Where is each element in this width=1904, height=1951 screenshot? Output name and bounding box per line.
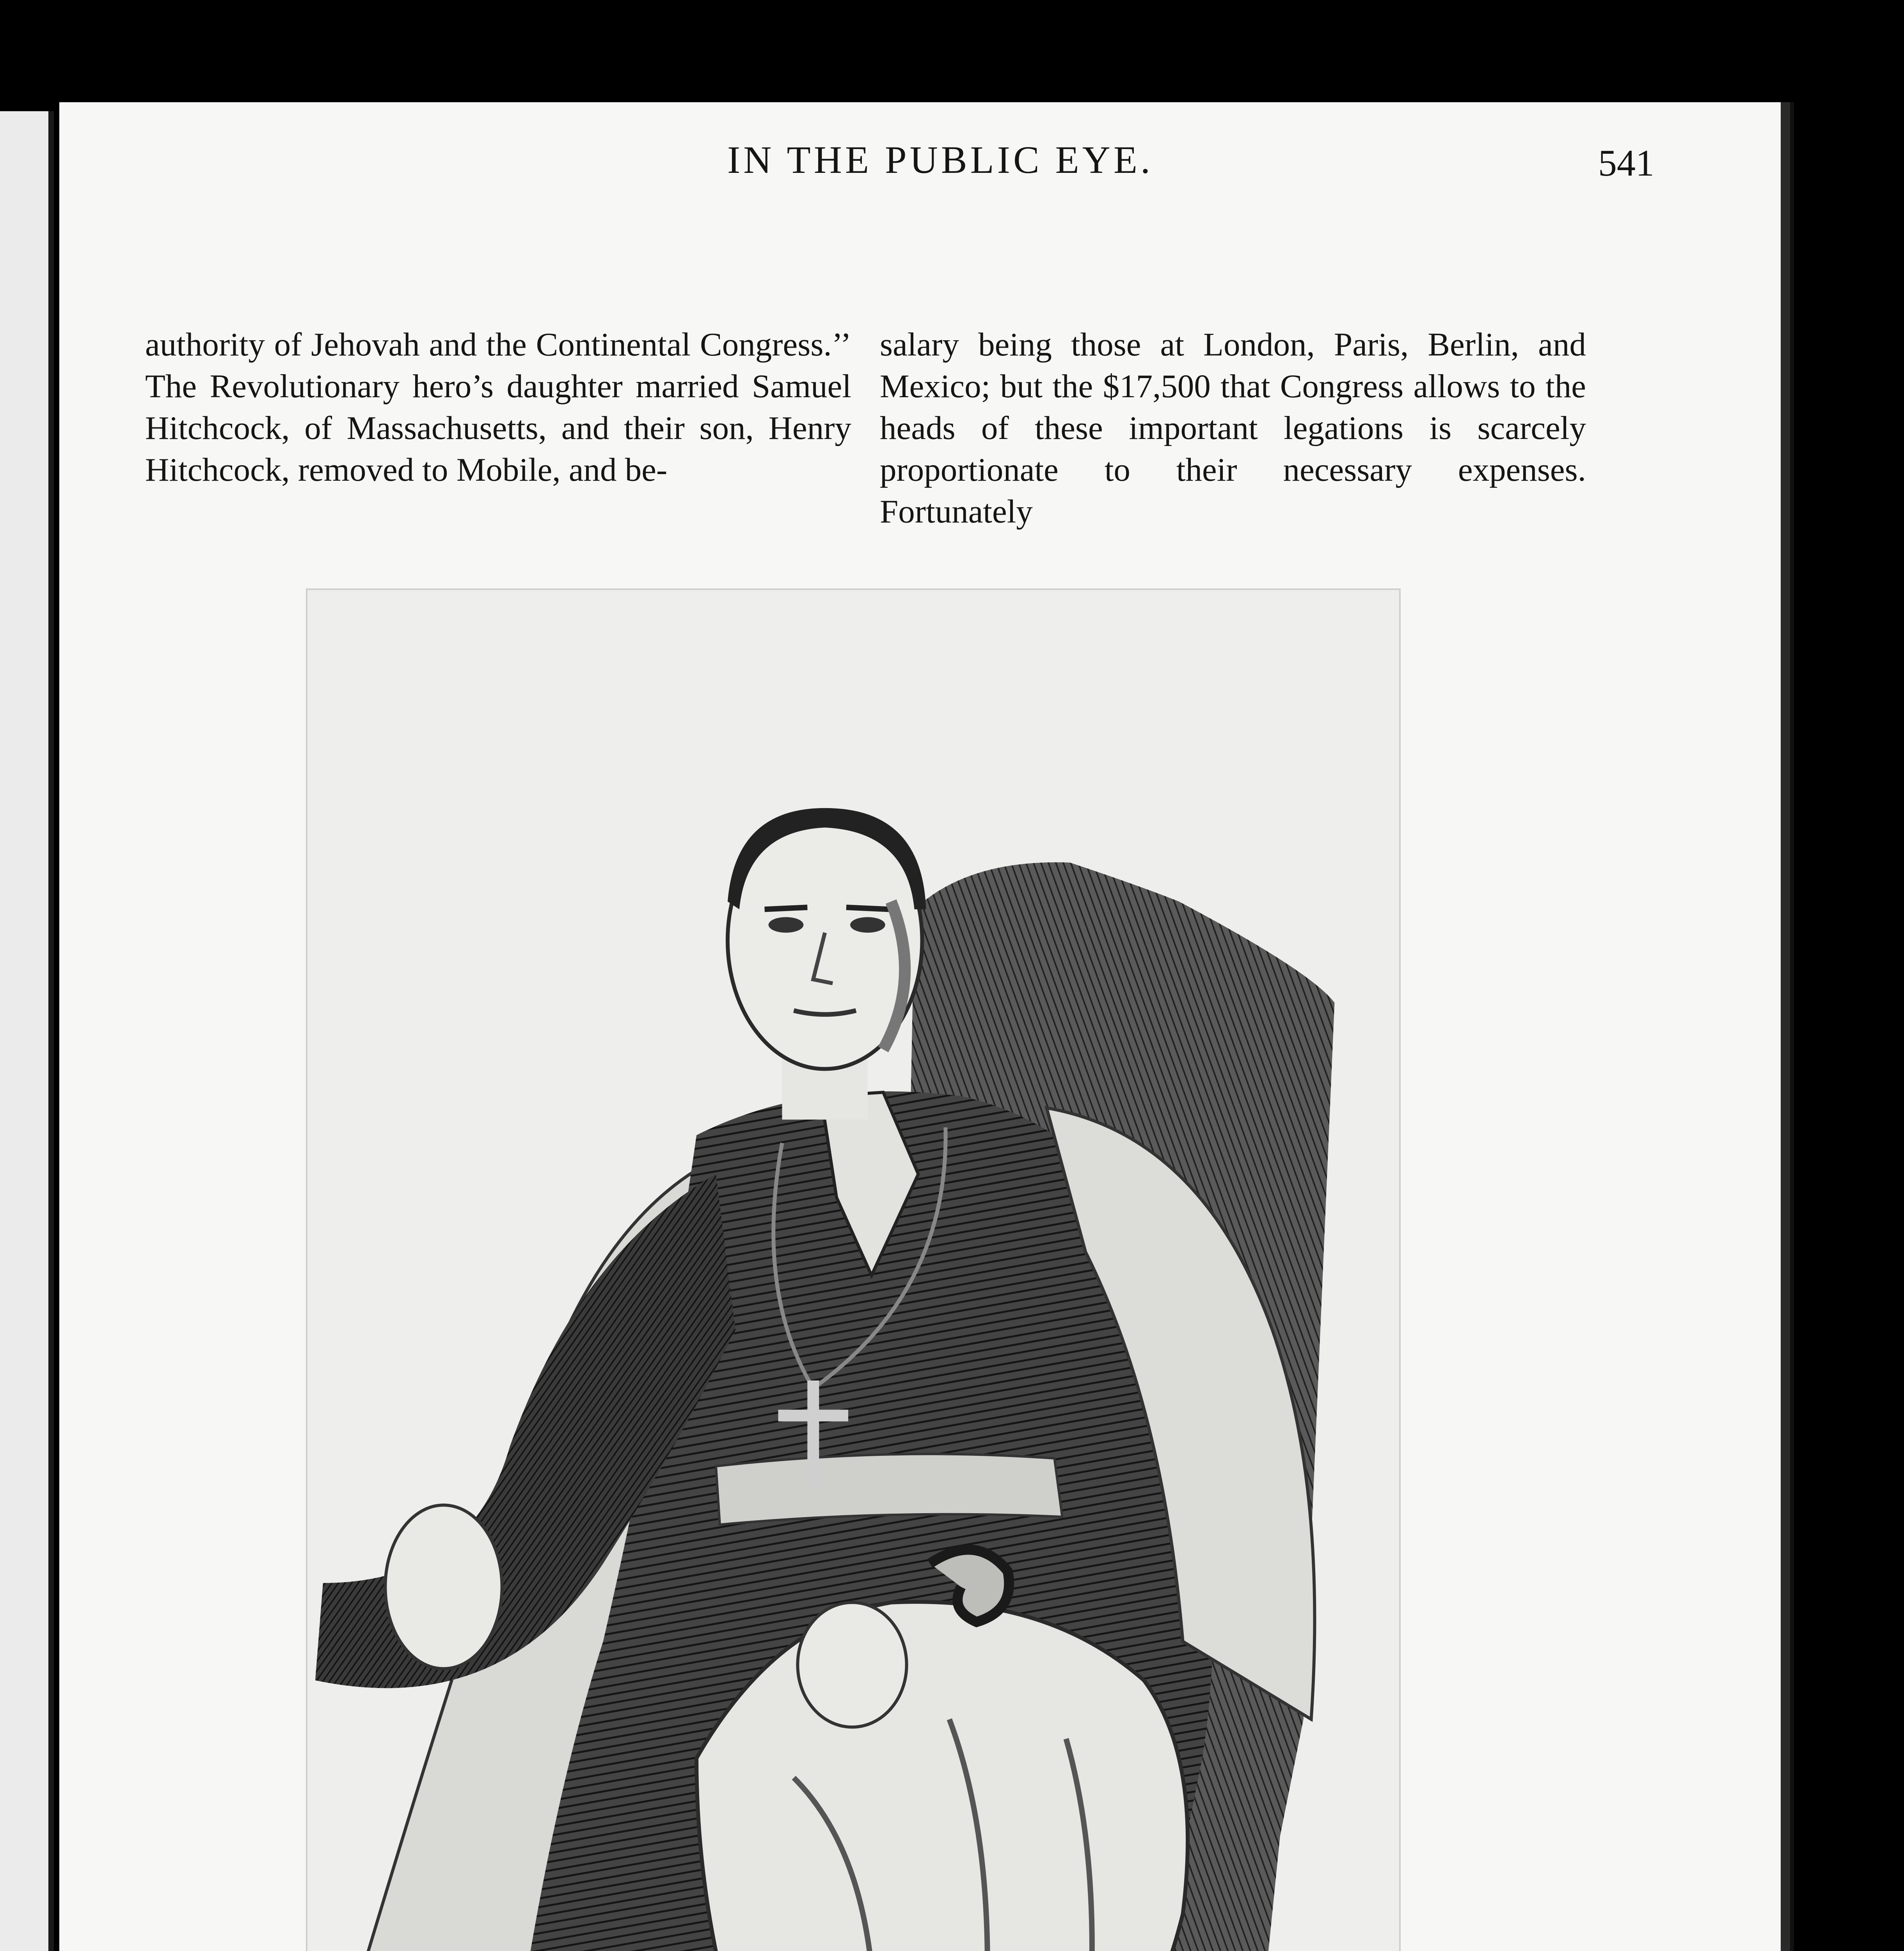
page-number: 541 [1598,142,1654,184]
column-top-left [145,324,851,491]
adjacent-page-edge [0,111,54,1951]
cardinal-portrait-illustration [307,590,1399,1951]
portrait-engraving [306,588,1401,1951]
paragraph: authority of Jehovah and the Continental Congress.’’ The Revolutionary hero’s daughter married Samuel Hitchcock, of Massachusetts, and their son, Henry Hitchcock, removed to Mobile, and be- [145,326,851,488]
paragraph: salary being those at London, Paris, Berlin, and Mexico; but the $17,500 that Congress allows to the heads of these important legations is scarcely proportionate to their necessary expenses. Fortunately [880,326,1586,530]
running-title: IN THE PUBLIC EYE. [727,138,1154,181]
column-top-right [880,324,1586,533]
